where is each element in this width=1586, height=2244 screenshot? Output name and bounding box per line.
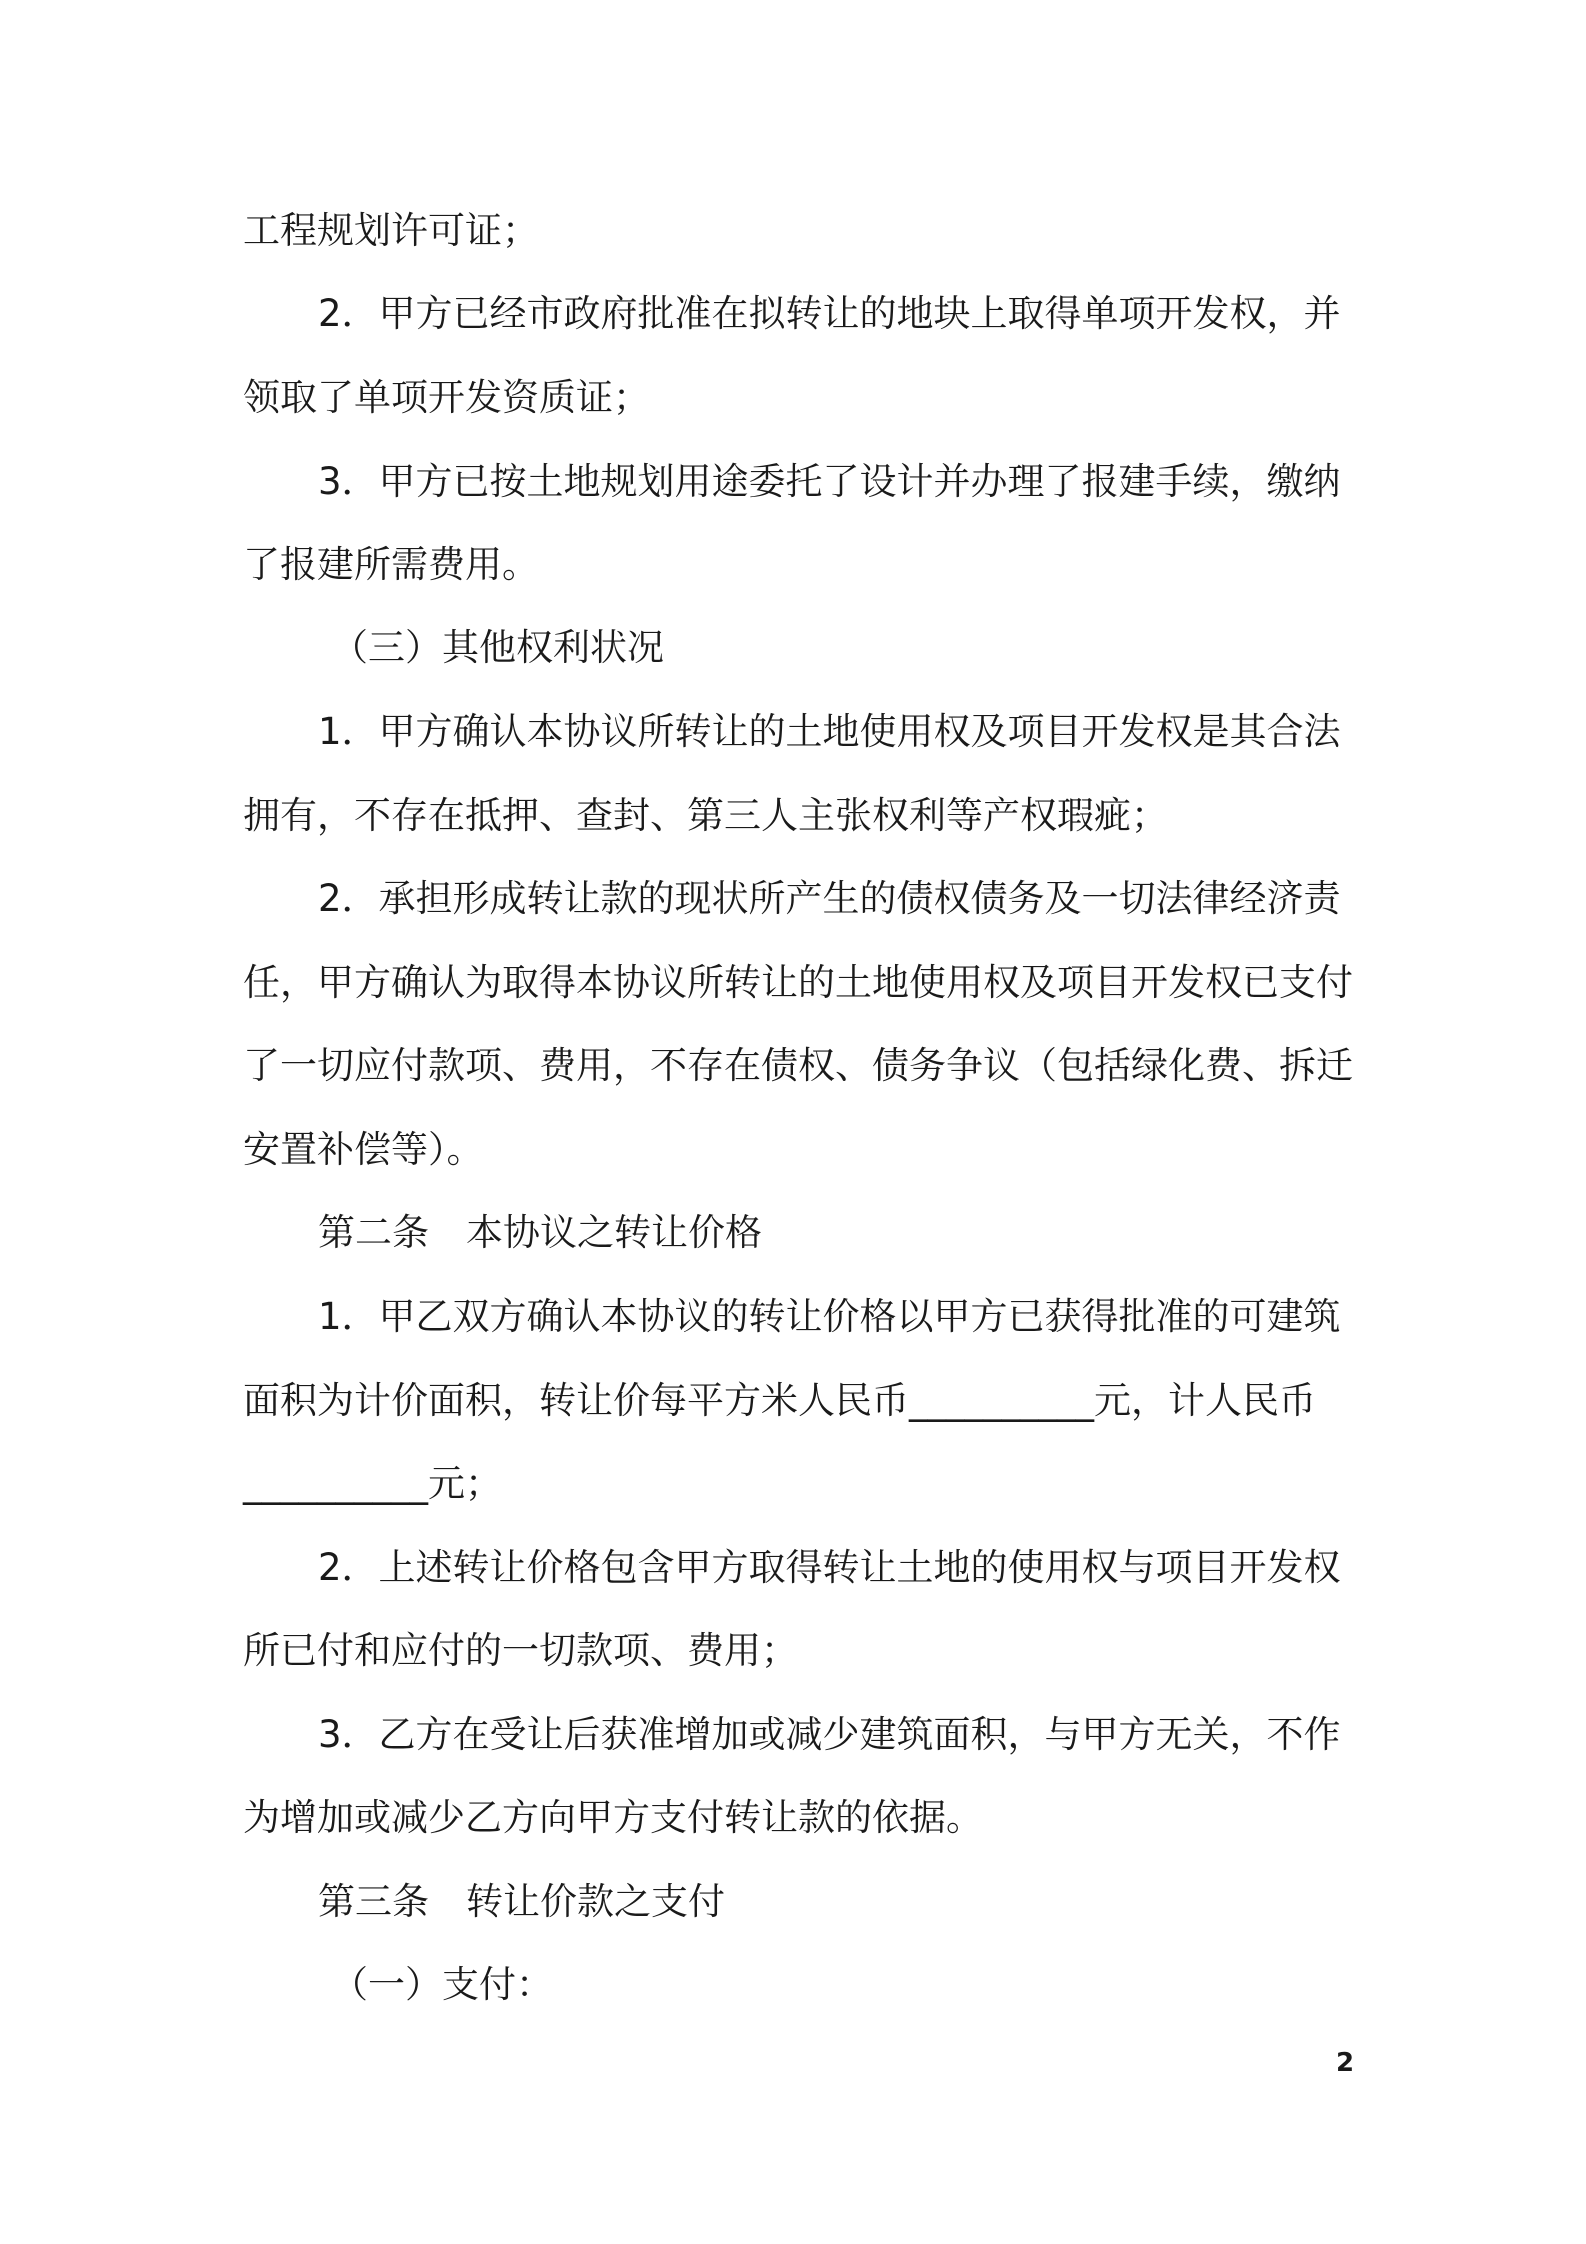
text-line: 了一切应付款项、费用，不存在债权、债务争议（包括绿化费、拆迁 [243,1044,1353,1087]
text-line: 为增加或减少乙方向甲方支付转让款的依据。 [243,1796,983,1839]
section-heading: （三）其他权利状况 [331,626,664,669]
text-line: 安置补偿等）。 [243,1128,484,1171]
text-line: 1．甲乙双方确认本协议的转让价格以甲方已获得批准的可建筑 [318,1295,1341,1338]
text-line: __________元； [243,1462,502,1505]
text-line: 任，甲方确认为取得本协议所转让的土地使用权及项目开发权已支付 [243,961,1353,1004]
text-line: 工程规划许可证； [243,209,539,252]
page-number: 2 [1336,2048,1355,2078]
text-line: 3．甲方已按土地规划用途委托了设计并办理了报建手续，缴纳 [318,460,1341,503]
text-line: 1．甲方确认本协议所转让的土地使用权及项目开发权是其合法 [318,710,1341,753]
section-heading: （一）支付： [331,1963,553,2006]
text-line: 2．甲方已经市政府批准在拟转让的地块上取得单项开发权，并 [318,292,1341,335]
text-line: 3．乙方在受让后获准增加或减少建筑面积，与甲方无关，不作 [318,1713,1341,1756]
text-line: 所已付和应付的一切款项、费用； [243,1629,798,1672]
text-line: 2．上述转让价格包含甲方取得转让土地的使用权与项目开发权 [318,1546,1341,1589]
text-line: 面积为计价面积，转让价每平方米人民币__________元，计人民币 [243,1379,1316,1422]
text-line: 2．承担形成转让款的现状所产生的债权债务及一切法律经济责 [318,877,1341,920]
article-heading: 第三条 转让价款之支付 [318,1880,725,1923]
text-line: 了报建所需费用。 [243,543,539,586]
text-line: 拥有，不存在抵押、查封、第三人主张权利等产权瑕疵； [243,794,1168,837]
text-line: 领取了单项开发资质证； [243,376,650,419]
article-heading: 第二条 本协议之转让价格 [318,1211,762,1254]
